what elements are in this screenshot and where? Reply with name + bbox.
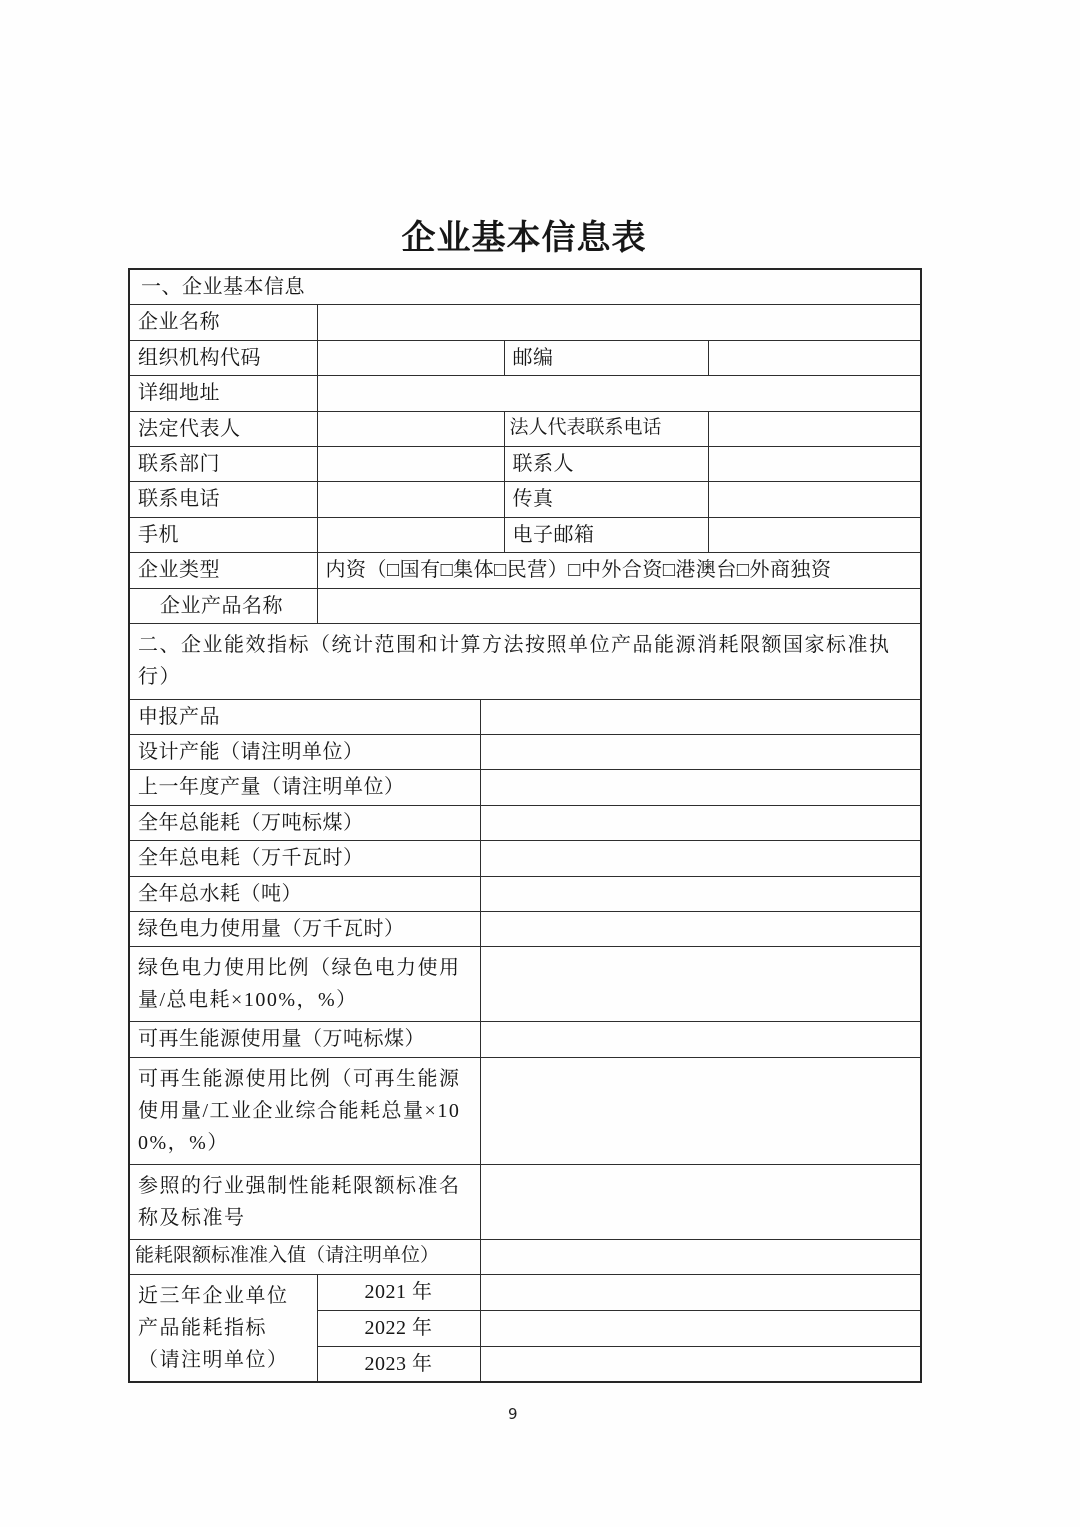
table-row <box>129 1239 921 1274</box>
company-name-label: 企业名称 <box>129 305 317 340</box>
annual-electricity-value <box>480 841 921 876</box>
contact-phone-value <box>317 482 504 517</box>
table-row <box>129 805 921 840</box>
green-power-usage-label: 绿色电力使用量（万千瓦时） <box>129 912 480 947</box>
legal-rep-value <box>317 411 504 446</box>
annual-electricity-label: 全年总电耗（万千瓦时） <box>129 841 480 876</box>
table-row <box>129 1022 921 1057</box>
last-year-output-label: 上一年度产量（请注明单位） <box>129 770 480 805</box>
company-name-value <box>317 305 921 340</box>
address-label: 详细地址 <box>129 376 317 411</box>
fax-value <box>708 482 921 517</box>
annual-water-value <box>480 876 921 911</box>
table-row <box>129 446 921 481</box>
table-row <box>129 376 921 411</box>
renewable-ratio-label: 可再生能源使用比例（可再生能源使用量/工业企业综合能耗总量×100%，%） <box>129 1057 480 1164</box>
year-2022-value <box>480 1310 921 1346</box>
legal-rep-label: 法定代表人 <box>129 411 317 446</box>
product-name-value <box>317 588 921 623</box>
green-power-usage-value <box>480 912 921 947</box>
email-label: 电子邮箱 <box>504 517 708 552</box>
fax-label: 传真 <box>504 482 708 517</box>
green-power-ratio-value <box>480 947 921 1022</box>
table-row <box>129 340 921 375</box>
declared-product-value <box>480 699 921 734</box>
product-name-label: 企业产品名称 <box>129 588 317 623</box>
postal-code-value <box>708 340 921 375</box>
year-2021-label: 2021 年 <box>317 1274 480 1310</box>
address-value <box>317 376 921 411</box>
table-row <box>129 305 921 340</box>
renewable-usage-value <box>480 1022 921 1057</box>
table-row <box>129 269 921 305</box>
design-capacity-label: 设计产能（请注明单位） <box>129 735 480 770</box>
table-row <box>129 623 921 699</box>
email-value <box>708 517 921 552</box>
table-row <box>129 770 921 805</box>
year-2022-label: 2022 年 <box>317 1310 480 1346</box>
table-row <box>129 588 921 623</box>
contact-person-label: 联系人 <box>504 446 708 481</box>
table-row <box>129 411 921 446</box>
limit-entry-value-value <box>480 1239 921 1274</box>
annual-energy-value <box>480 805 921 840</box>
contact-dept-label: 联系部门 <box>129 446 317 481</box>
year-2021-value <box>480 1274 921 1310</box>
org-code-label: 组织机构代码 <box>129 340 317 375</box>
table-row <box>129 699 921 734</box>
table-row <box>129 517 921 552</box>
enterprise-basic-info-table <box>128 268 922 1383</box>
legal-rep-phone-value <box>708 411 921 446</box>
table-row <box>129 1164 921 1239</box>
page-number: 9 <box>508 1405 518 1423</box>
year-2023-value <box>480 1346 921 1382</box>
ref-standard-label: 参照的行业强制性能耗限额标准名称及标准号 <box>129 1164 480 1239</box>
limit-entry-value-label: 能耗限额标准准入值（请注明单位） <box>129 1239 480 1274</box>
table-row <box>129 947 921 1022</box>
renewable-ratio-value <box>480 1057 921 1164</box>
table-row <box>129 735 921 770</box>
annual-water-label: 全年总水耗（吨） <box>129 876 480 911</box>
mobile-value <box>317 517 504 552</box>
table-row <box>129 841 921 876</box>
contact-person-value <box>708 446 921 481</box>
company-type-options: 内资（□国有□集体□民营）□中外合资□港澳台□外商独资 <box>317 553 921 588</box>
year-2023-label: 2023 年 <box>317 1346 480 1382</box>
renewable-usage-label: 可再生能源使用量（万吨标煤） <box>129 1022 480 1057</box>
green-power-ratio-label: 绿色电力使用比例（绿色电力使用量/总电耗×100%，%） <box>129 947 480 1022</box>
three-year-indicator-label: 近三年企业单位产品能耗指标（请注明单位） <box>129 1274 317 1382</box>
last-year-output-value <box>480 770 921 805</box>
annual-energy-label: 全年总能耗（万吨标煤） <box>129 805 480 840</box>
table-row <box>129 553 921 588</box>
section2-header: 二、企业能效指标（统计范围和计算方法按照单位产品能源消耗限额国家标准执行） <box>129 623 921 699</box>
contact-dept-value <box>317 446 504 481</box>
table-row <box>129 912 921 947</box>
table-row <box>129 1057 921 1164</box>
org-code-value <box>317 340 504 375</box>
ref-standard-value <box>480 1164 921 1239</box>
mobile-label: 手机 <box>129 517 317 552</box>
table-row <box>129 1274 921 1310</box>
contact-phone-label: 联系电话 <box>129 482 317 517</box>
design-capacity-value <box>480 735 921 770</box>
company-type-label: 企业类型 <box>129 553 317 588</box>
table-row <box>129 876 921 911</box>
postal-code-label: 邮编 <box>504 340 708 375</box>
declared-product-label: 申报产品 <box>129 699 480 734</box>
section1-header: 一、企业基本信息 <box>129 269 921 305</box>
table-row <box>129 482 921 517</box>
page-title: 企业基本信息表 <box>401 220 647 257</box>
legal-rep-phone-label: 法人代表联系电话 <box>504 411 708 446</box>
